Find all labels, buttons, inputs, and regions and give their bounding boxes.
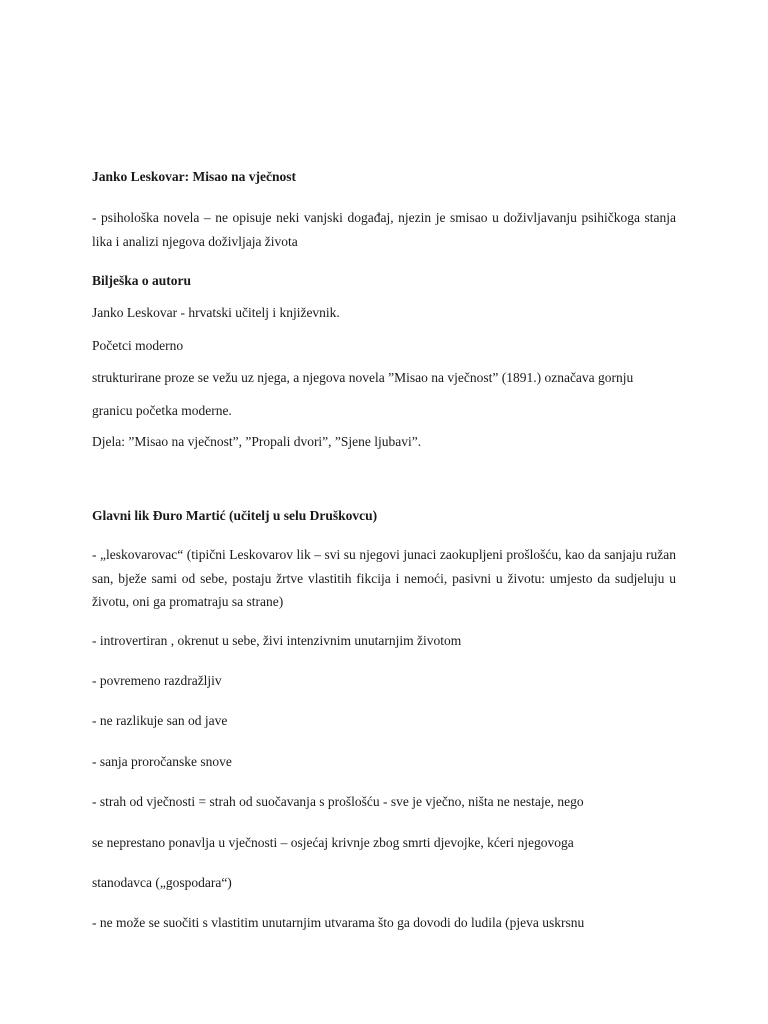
character-description: - „leskovarovac“ (tipični Leskovarov lik – svi su njegovi junaci zaokupljeni prošlošću, kao da sanjaju ružan san, bježe sami od sebe, postaju žrtve vlastitih fikcija i nemoći, pasivni u životu: umjesto da sudjeluju u životu, oni ga promatraju sa strane)	[92, 547, 676, 609]
character-heading: Glavni lik Đuro Martić (učitelj u selu Druškovcu)	[92, 508, 378, 523]
author-line: granicu početka moderne.	[92, 403, 232, 418]
trait-item: - sanja proročanske snove	[92, 754, 232, 769]
trait-item: - ne razlikuje san od jave	[92, 713, 228, 728]
author-line: Janko Leskovar - hrvatski učitelj i književnik.	[92, 305, 340, 320]
document-title: Janko Leskovar: Misao na vječnost	[92, 169, 297, 184]
trait-item: - introvertiran , okrenut u sebe, živi intenzivnim unutarnjim životom	[92, 633, 462, 648]
trait-item: - strah od vječnosti = strah od suočavanja s prošlošću - sve je vječno, ništa ne nestaje, nego	[92, 794, 584, 809]
author-line: strukturirane proze se vežu uz njega, a njegova novela ”Misao na vječnost” (1891.) označava gornju	[92, 370, 634, 385]
intro-paragraph: - psihološka novela – ne opisuje neki vanjski događaj, njezin je smisao u doživljavanju psihičkoga stanja lika i analizi njegova doživljaja života	[92, 210, 676, 249]
trait-item-continuation: se neprestano ponavlja u vječnosti – osjećaj krivnje zbog smrti djevojke, kćeri njegovoga	[92, 835, 574, 850]
author-line: Početci moderno	[92, 338, 184, 353]
works-line: Djela: ”Misao na vječnost”, ”Propali dvori”, ”Sjene ljubavi”.	[92, 434, 422, 449]
trait-item: - povremeno razdražljiv	[92, 673, 222, 688]
author-heading: Bilješka o autoru	[92, 273, 192, 288]
trait-item: - ne može se suočiti s vlastitim unutarnjim utvarama što ga dovodi do ludila (pjeva uskrsnu	[92, 915, 585, 930]
trait-item-continuation: stanodavca („gospodara“)	[92, 875, 232, 890]
